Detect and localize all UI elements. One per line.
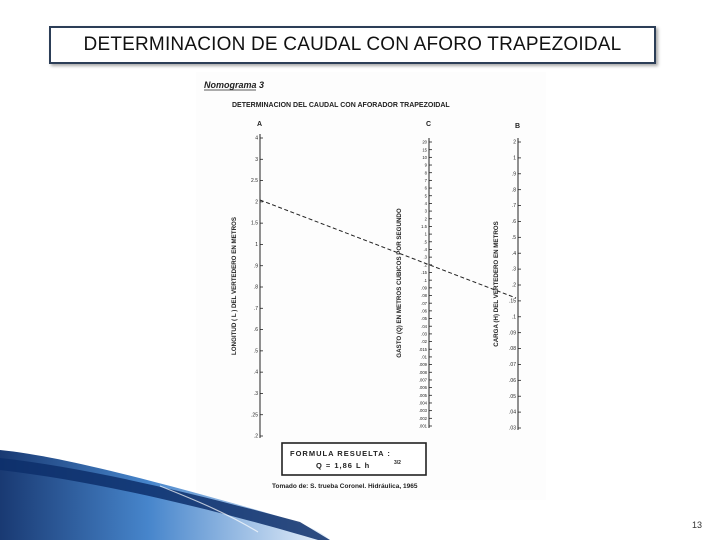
scale-tick-label: .06 <box>421 308 427 314</box>
formula-exponent: 3/2 <box>394 460 401 466</box>
scale-tick-label: .2 <box>423 262 427 268</box>
nomogram-svg <box>196 72 546 500</box>
slide-title: DETERMINACION DE CAUDAL CON AFORO TRAPEZOIDAL <box>83 34 622 55</box>
nomogram-figure <box>196 72 546 500</box>
scale-tick-label: .2 <box>253 433 258 440</box>
decorative-swoosh <box>0 450 720 540</box>
scale-tick-label: 20 <box>422 139 427 145</box>
scale-tick-label: .09 <box>509 330 516 337</box>
scale-tick-label: .015 <box>418 346 427 352</box>
scale-tick-label: .05 <box>509 393 516 400</box>
scale-letter-a: A <box>257 121 263 128</box>
scale-tick-label: .007 <box>418 377 427 383</box>
scale-tick-label: .3 <box>423 254 427 260</box>
scale-tick-label: .04 <box>421 323 427 329</box>
scale-tick-label: .02 <box>421 339 427 345</box>
scale-tick-label: 9 <box>424 162 427 168</box>
scale-tick-label: .05 <box>421 316 427 322</box>
scale-tick-label: .2 <box>511 282 516 289</box>
scale-tick-label: .005 <box>418 392 427 398</box>
scale-tick-label: .9 <box>511 171 516 178</box>
scale-tick-label: .15 <box>421 270 427 276</box>
scale-tick-label: .08 <box>509 346 516 353</box>
scale-tick-label: 10 <box>422 154 427 160</box>
scale-tick-label: .1 <box>511 314 516 321</box>
scale-tick-label: 2 <box>424 216 427 222</box>
scale-tick-label: .8 <box>253 284 258 291</box>
scale-letter-b: B <box>515 123 521 130</box>
scale-tick-label: 2.5 <box>251 178 258 185</box>
scale-tick-label: 4 <box>255 135 258 142</box>
scale-tick-label: 4 <box>424 201 427 207</box>
scale-tick-label: 2 <box>255 199 258 206</box>
scale-tick-label: 5 <box>424 193 427 199</box>
scale-tick-label: .3 <box>511 266 516 273</box>
scale-tick-label: .008 <box>418 369 427 375</box>
scale-tick-label: .004 <box>418 400 427 406</box>
scale-tick-label: 1 <box>255 242 258 249</box>
scale-tick-label: .001 <box>418 423 427 429</box>
scale-tick-label: 15 <box>422 147 427 153</box>
scale-tick-label: 7 <box>424 177 427 183</box>
scale-tick-label: .15 <box>509 298 516 305</box>
scale-tick-label: 2 <box>513 139 516 146</box>
scale-tick-label: .06 <box>509 377 516 384</box>
scale-tick-label: .07 <box>509 362 516 369</box>
scale-tick-label: 1 <box>513 155 516 162</box>
solution-line <box>260 200 516 298</box>
scale-tick-label: .5 <box>253 348 258 355</box>
scale-tick-label: 6 <box>424 185 427 191</box>
scale-tick-label: .002 <box>418 415 427 421</box>
scale-tick-label: .03 <box>509 425 516 432</box>
scale-tick-label: .3 <box>253 391 258 398</box>
scale-tick-label: .08 <box>421 293 427 299</box>
credit-text: Tomado de: S. trueba Coronel. Hidráulica, 1965 <box>272 483 418 490</box>
slide-title-box <box>49 26 656 64</box>
page-number: 13 <box>691 520 702 530</box>
scales-layer <box>231 121 521 440</box>
scale-tick-label: .4 <box>511 250 516 257</box>
scale-tick-label: 1.5 <box>421 224 427 230</box>
formula-title: FORMULA RESUELTA : <box>290 449 391 458</box>
nomogram-heading: DETERMINACION DEL CAUDAL CON AFORADOR TRAPEZOIDAL <box>232 102 450 109</box>
scale-tick-label: .6 <box>253 327 258 334</box>
scale-axis-label-c: GASTO (Q) EN METROS CUBICOS POR SEGUNDO <box>396 208 403 358</box>
scale-tick-label: .5 <box>423 239 427 245</box>
scale-tick-label: .07 <box>421 300 427 306</box>
scale-tick-label: .25 <box>251 412 258 419</box>
scale-tick-label: .01 <box>421 354 427 360</box>
scale-tick-label: 1 <box>424 231 427 237</box>
scale-tick-label: 1.5 <box>251 220 258 227</box>
scale-tick-label: 3 <box>424 208 427 214</box>
scale-tick-label: .7 <box>511 203 516 210</box>
scale-tick-label: .09 <box>421 285 427 291</box>
scale-tick-label: .003 <box>418 408 427 414</box>
scale-tick-label: .5 <box>511 234 516 241</box>
scale-tick-label: .6 <box>511 219 516 226</box>
scale-tick-label: .9 <box>253 263 258 270</box>
scale-axis-label-b: CARGA (H) DEL VERTEDERO EN METROS <box>493 221 500 347</box>
scale-tick-label: .8 <box>511 187 516 194</box>
scale-tick-label: .03 <box>421 331 427 337</box>
scale-tick-label: 3 <box>255 156 258 163</box>
scale-tick-label: .1 <box>423 277 427 283</box>
scale-tick-label: .006 <box>418 385 427 391</box>
scale-tick-label: 8 <box>424 170 427 176</box>
scale-tick-label: .7 <box>253 305 258 312</box>
scale-letter-c: C <box>426 121 432 128</box>
scale-tick-label: .04 <box>509 409 516 416</box>
nomogram-label: Nomograma 3 <box>204 80 265 90</box>
scale-tick-label: .4 <box>253 369 258 376</box>
scale-axis-label-a: LONGITUD ( L ) DEL VERTEDERO EN METROS <box>231 217 238 355</box>
scale-tick-label: .4 <box>423 247 427 253</box>
scale-tick-label: .009 <box>418 362 427 368</box>
formula-text: Q = 1,86 L h <box>316 461 371 470</box>
